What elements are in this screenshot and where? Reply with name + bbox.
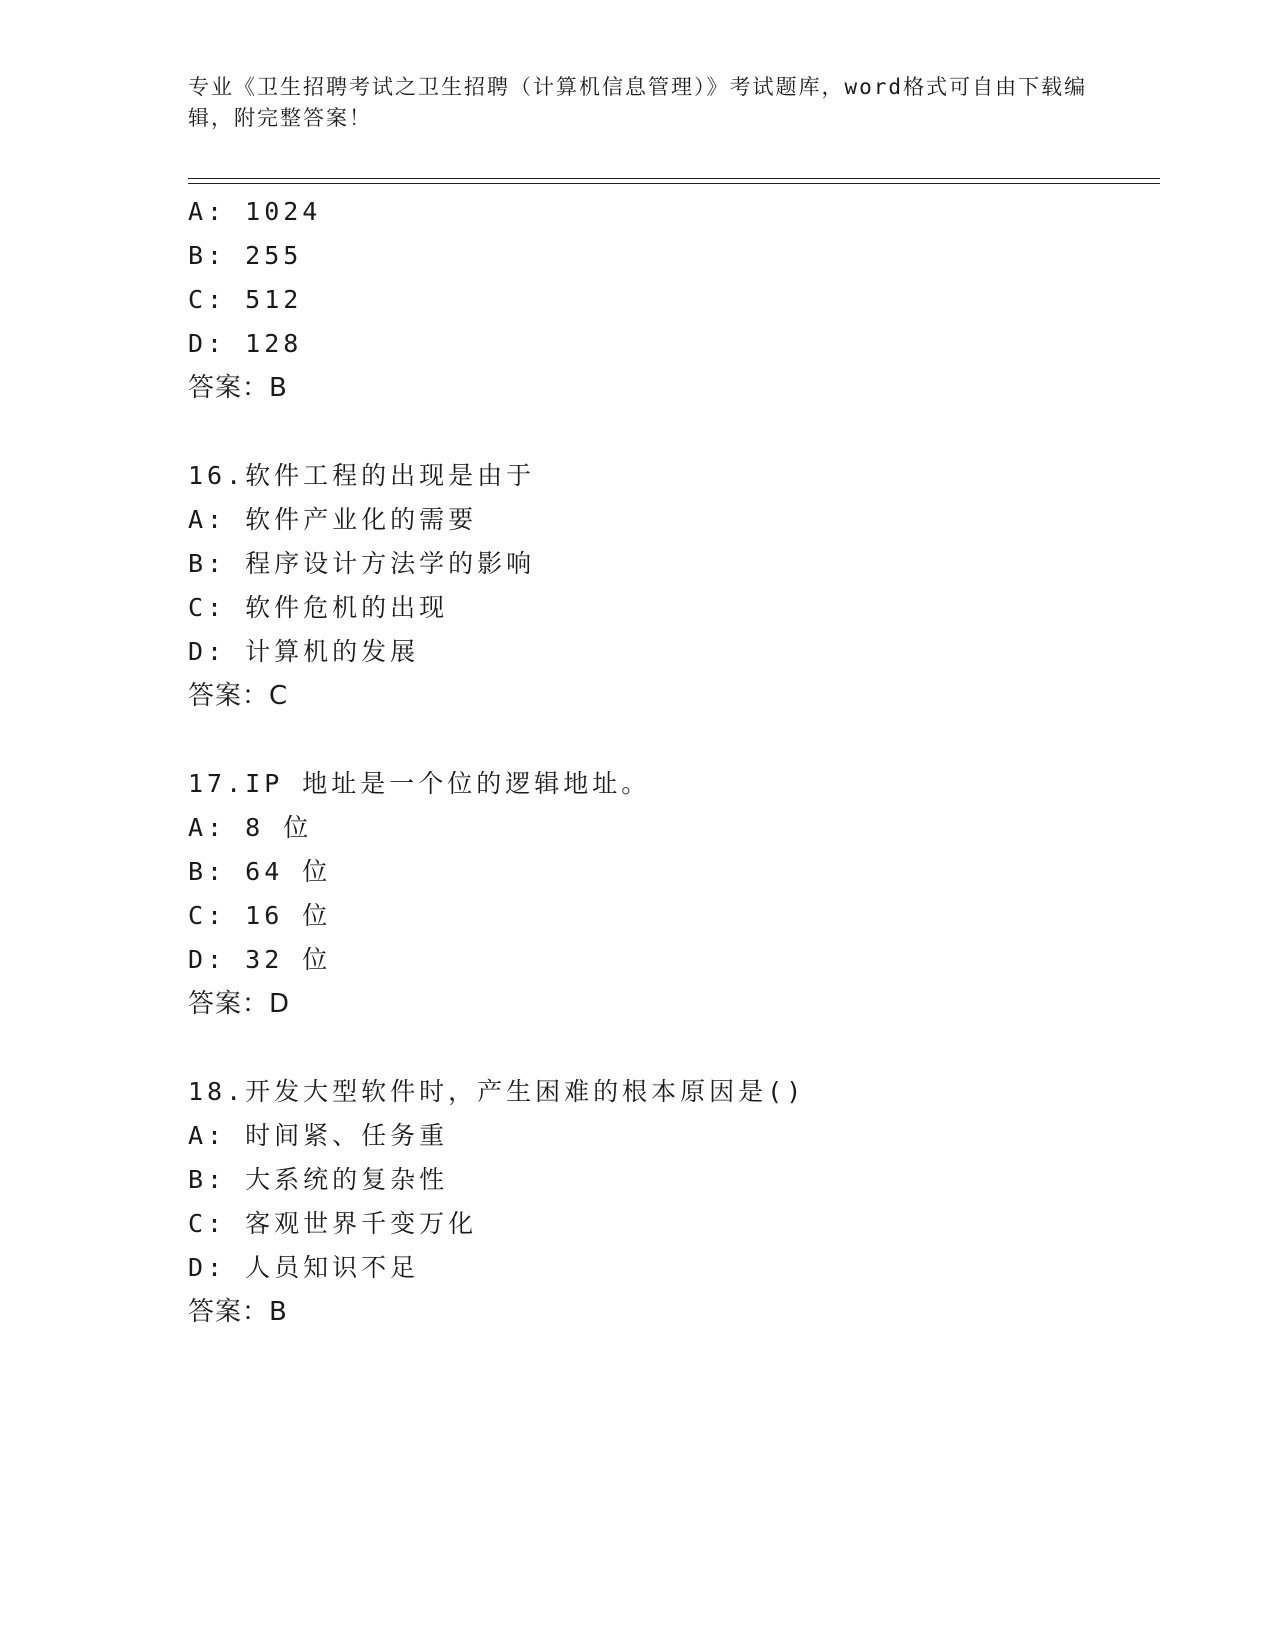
q16-option-c: C: 软件危机的出现 xyxy=(188,593,449,622)
q17-option-a: A: 8 位 xyxy=(188,813,313,842)
q18-option-a: A: 时间紧、任务重 xyxy=(188,1121,449,1150)
q18-answer: 答案：B xyxy=(188,1297,288,1327)
q15-answer: 答案：B xyxy=(188,373,288,403)
q16-answer: 答案：C xyxy=(188,681,289,711)
q18-title: 18.开发大型软件时，产生困难的根本原因是() xyxy=(188,1077,806,1106)
q16-option-d: D: 计算机的发展 xyxy=(188,637,420,666)
q18-option-b: B: 大系统的复杂性 xyxy=(188,1165,449,1194)
q17-title: 17.IP 地址是一个位的逻辑地址。 xyxy=(188,769,651,798)
q16-title: 16.软件工程的出现是由于 xyxy=(188,461,536,490)
q17-option-d: D: 32 位 xyxy=(188,945,332,974)
q15-option-d: D: 128 xyxy=(188,329,303,358)
q16-option-b: B: 程序设计方法学的影响 xyxy=(188,549,536,578)
q15-option-b: B: 255 xyxy=(188,241,303,270)
header-rule-top xyxy=(188,178,1160,179)
header-rule-bottom xyxy=(188,183,1160,184)
q16-option-a: A: 软件产业化的需要 xyxy=(188,505,478,534)
q18-option-d: D: 人员知识不足 xyxy=(188,1253,420,1282)
document-header: 专业《卫生招聘考试之卫生招聘（计算机信息管理）》考试题库，word格式可自由下载编辑，附完整答案！ xyxy=(188,75,1088,130)
q18-option-c: C: 客观世界千变万化 xyxy=(188,1209,478,1238)
q15-option-a: A: 1024 xyxy=(188,197,322,226)
q15-option-c: C: 512 xyxy=(188,285,303,314)
q17-option-b: B: 64 位 xyxy=(188,857,332,886)
q17-answer: 答案：D xyxy=(188,989,291,1019)
q17-option-c: C: 16 位 xyxy=(188,901,332,930)
